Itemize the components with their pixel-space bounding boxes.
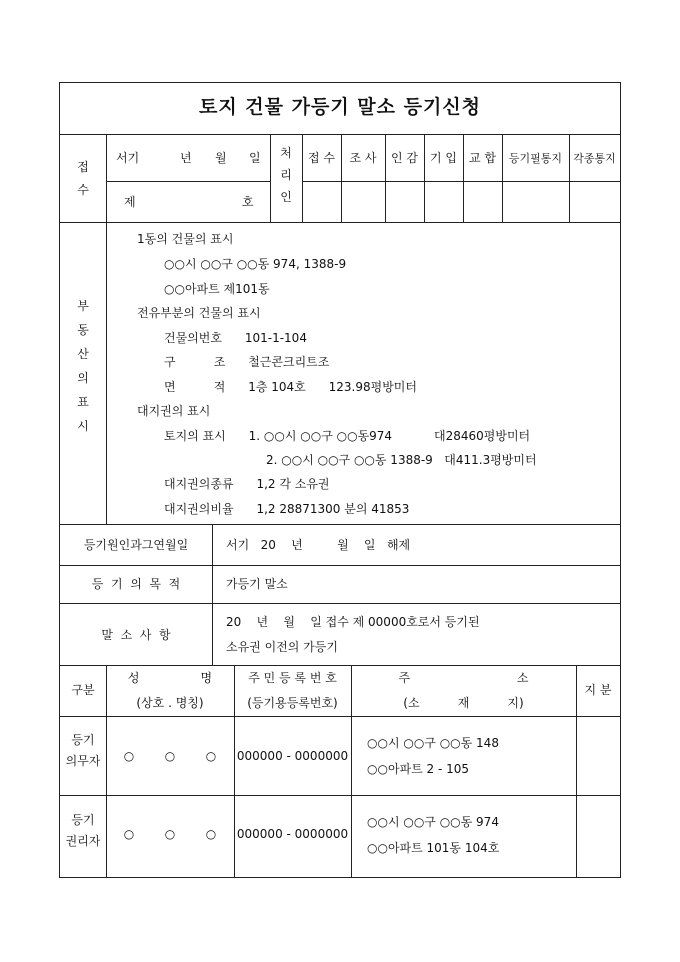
divider	[463, 134, 464, 222]
property-line: 전유부분의 건물의 표시	[137, 306, 261, 320]
col-inspection: 조 사	[349, 151, 377, 165]
divider	[106, 181, 270, 182]
divider	[569, 134, 570, 222]
col-entry: 기 입	[430, 151, 457, 165]
purpose-value: 가등기 말소	[226, 577, 288, 591]
divider	[60, 665, 620, 666]
property-line: 구 조 철근콘크리트조	[164, 355, 330, 369]
divider	[212, 524, 213, 665]
divider	[60, 603, 620, 604]
divider	[60, 134, 620, 135]
property-line: 2. ○○시 ○○구 ○○동 1388-9 대411.3평방미터	[266, 453, 537, 467]
divider	[60, 524, 620, 525]
col-verify: 교 합	[469, 151, 496, 165]
divider	[576, 665, 577, 877]
header-division: 구분	[71, 683, 95, 697]
divider	[424, 134, 425, 222]
receipt-label: 접 수	[77, 160, 89, 197]
divider	[385, 134, 386, 222]
property-line: ○○시 ○○구 ○○동 974, 1388-9	[164, 257, 347, 271]
col-receipt: 접 수	[308, 151, 335, 165]
property-line: 토지의 표시 1. ○○시 ○○구 ○○동974 대28460평방미터	[164, 429, 531, 443]
divider	[106, 222, 107, 524]
divider	[60, 222, 620, 223]
row-address: ○○아파트 2 - 105	[367, 762, 470, 776]
process-label: 처 리 인	[280, 146, 292, 204]
row-address: ○○시 ○○구 ○○동 974	[367, 815, 499, 829]
property-line: 대지권의비율 1,2 28871300 분의 41853	[164, 502, 410, 516]
cause-value: 서기 20 년 월 일 해제	[226, 538, 411, 552]
header-address-sub: (소 재 지)	[403, 696, 524, 710]
divider	[106, 134, 107, 222]
registration-form: 토지 건물 가등기 말소 등기신청 접 수 서기 년 월 일 제 호 처 리 인 접 수 조 사 인 감 기 입 교 합 등기필통지 각종통지 부 동 산 의 표 시 1동의 건물의 표시 ○○시 ○○구 ○○동 974, 1388-9 ○○아파트 제101동 전유부분의 건물의 표시 건물의번호 101-1-104 구 조 철근콘크리트조 면 적 1층 104호 123.98평방미터 대지권의 표시 토지의 표시 1. ○○시 ○○구 ○○동974 대28460평방미터 2. ○○시 ○○구 ○○동 1388-9 대411.3평방미터 대지권의종류 1,2 각 소유권 대지권의비율 1,2 28871300 분의 41853 등기원인과그연월일 서기 20 년 월 일 해제 등 기 의 목 적 가등기 말소 말 소 사 항 20 년 월 일 접수 제 00000호로서 등기된 소유권 이전의 가등기 구분 성 명 (상호 . 명칭) 주 민 등 록 번 호 (등기용등록번호) 주 소 (소 재 지) 지 분 등기 의무자 ○ ○ ○ 000000 - 0000000 ○○시 ○○구 ○○동 148 ○○아파트 2 - 105 등기 권리자 ○ ○ ○ 000000 - 0000000 ○○시 ○○구 ○○동 974 ○○아파트 101동 104호	[59, 82, 621, 878]
property-line: 건물의번호 101-1-104	[164, 331, 307, 345]
purpose-label: 등 기 의 목 적	[91, 577, 181, 591]
divider	[302, 134, 303, 222]
row-division: 등기 권리자	[65, 813, 101, 848]
header-name-sub: (상호 . 명칭)	[136, 696, 204, 710]
divider	[60, 716, 620, 717]
col-seal: 인 감	[391, 151, 418, 165]
header-share: 지 분	[584, 683, 612, 697]
header-id: 주 민 등 록 번 호	[248, 671, 337, 685]
cancel-label: 말 소 사 항	[101, 628, 171, 642]
divider	[302, 181, 620, 182]
col-completion-notice: 등기필통지	[508, 152, 563, 165]
page-title: 토지 건물 가등기 말소 등기신청	[198, 96, 482, 118]
row-division: 등기 의무자	[65, 733, 101, 768]
divider	[60, 565, 620, 566]
row-id: 000000 - 0000000	[236, 749, 349, 763]
property-label: 부 동 산 의 표 시	[77, 299, 89, 433]
cancel-line: 20 년 월 일 접수 제 00000호로서 등기된	[226, 615, 480, 629]
row-name: ○ ○ ○	[123, 827, 217, 841]
col-other-notice: 각종통지	[573, 152, 616, 165]
cancel-line: 소유권 이전의 가등기	[226, 640, 338, 654]
property-line: ○○아파트 제101동	[164, 282, 270, 296]
row-name: ○ ○ ○	[123, 749, 217, 763]
cause-label: 등기원인과그연월일	[83, 538, 189, 552]
row-id: 000000 - 0000000	[236, 827, 349, 841]
row-address: ○○시 ○○구 ○○동 148	[367, 736, 499, 750]
header-address: 주 소	[398, 671, 529, 685]
property-line: 1동의 건물의 표시	[137, 232, 234, 246]
row-address: ○○아파트 101동 104호	[367, 841, 500, 855]
divider	[502, 134, 503, 222]
property-line: 대지권의 표시	[137, 404, 211, 418]
divider	[60, 795, 620, 796]
divider	[341, 134, 342, 222]
header-id-sub: (등기용등록번호)	[247, 696, 338, 710]
header-name: 성 명	[127, 671, 213, 685]
property-line: 대지권의종류 1,2 각 소유권	[164, 477, 330, 491]
property-line: 면 적 1층 104호 123.98평방미터	[164, 380, 417, 394]
